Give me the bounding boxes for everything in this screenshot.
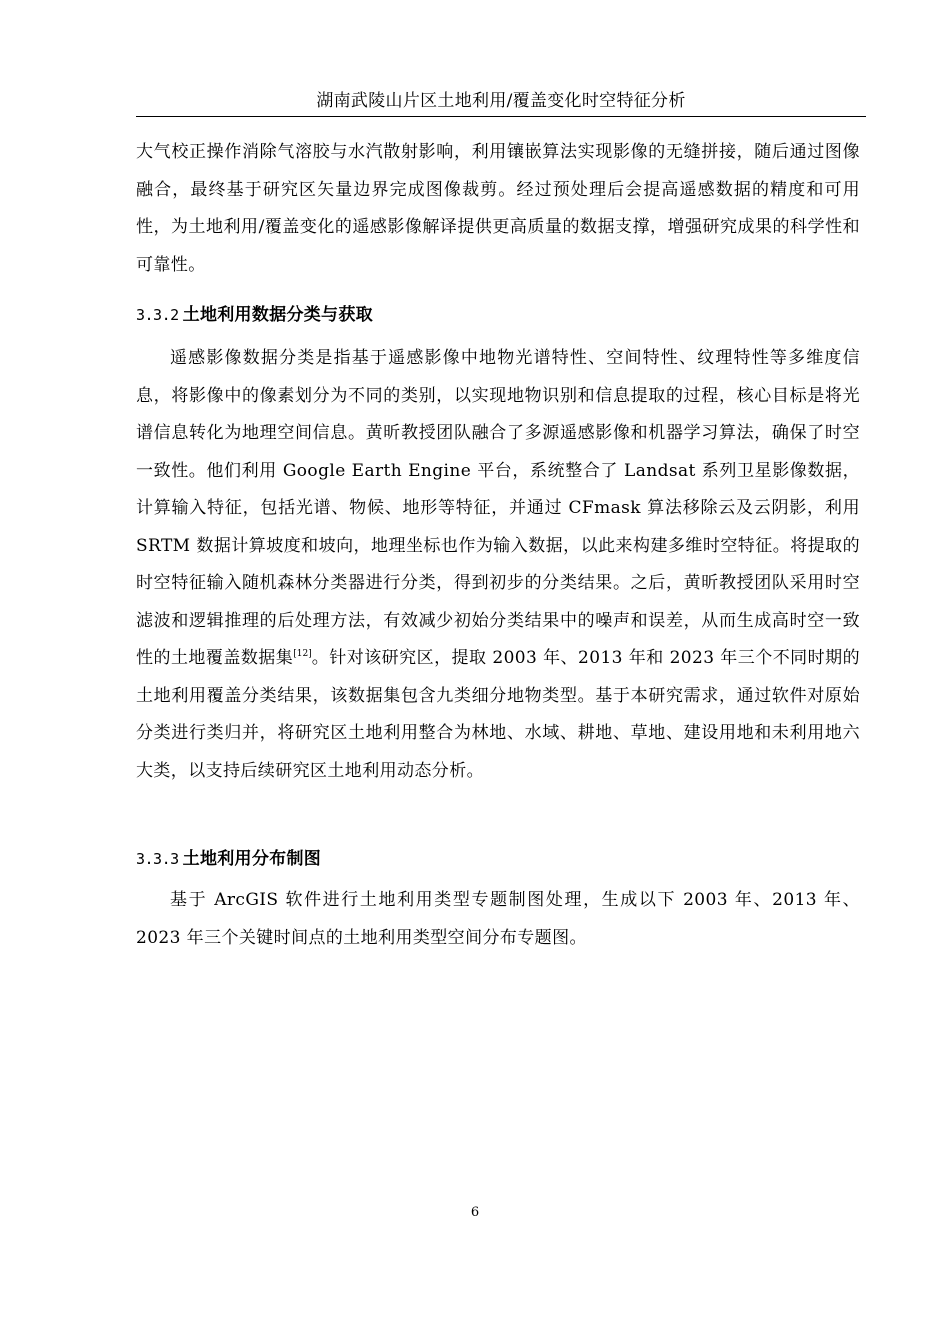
body-paragraph-3: 基于 ArcGIS 软件进行土地利用类型专题制图处理，生成以下 2003 年、2013 年、2023 年三个关键时间点的土地利用类型空间分布专题图。 (136, 890, 860, 948)
section-heading-3-3-2 (136, 302, 860, 328)
paragraph-text: 。针对该研究区，提取 2003 年、2013 年和 2023 年三个不同时期的土地利用覆盖分类结果，该数据集包含九类细分地物类型。基于本研究需求，通过软件对原始分类进行类归并，将研究区土地利用整合为林地、水域、耕地、草地、建设用地和未利用地六大类，以支持后续研究区土地利用动态分析。 (136, 648, 860, 781)
section-title: 土地利用分布制图 (182, 849, 322, 869)
body-paragraph-1: 大气校正操作消除气溶胶与水汽散射影响，利用镶嵌算法实现影像的无缝拼接，随后通过图像融合，最终基于研究区矢量边界完成图像裁剪。经过预处理后会提高遥感数据的精度和可用性，为土地利用/覆盖变化的遥感影像解译提供更高质量的数据支撑，增强研究成果的科学性和可靠性。 (136, 142, 860, 275)
paragraph-text: 遥感影像数据分类是指基于遥感影像中地物光谱特性、空间特性、纹理特性等多维度信息，将影像中的像素划分为不同的类别，以实现地物识别和信息提取的过程，核心目标是将光谱信息转化为地理空间信息。黄昕教授团队融合了多源遥感影像和机器学习算法，确保了时空一致性。他们利用 Google Earth Engine 平台，系统整合了 Landsat 系列卫星影像数据，计算输入特征，包括光谱、物候、地形等特征，并通过 CFmask 算法移除云及云阴影，利用 SRTM 数据计算坡度和坡向，地理坐标也作为输入数据，以此来构建多维时空特征。将提取的时空特征输入随机森林分类器进行分类，得到初步的分类结果。之后，黄昕教授团队采用时空滤波和逻辑推理的后处理方法，有效减少初始分类结果中的噪声和误差，从而生成高时空一致性的土地覆盖数据集 (136, 348, 860, 668)
section-number: 3.3.3 (136, 850, 179, 868)
body-paragraph-2 (136, 340, 860, 790)
citation-reference[interactable]: [12] (293, 649, 312, 659)
running-header: 湖南武陵山片区土地利用/覆盖变化时空特征分析 (316, 91, 686, 111)
section-number: 3.3.2 (136, 306, 179, 324)
section-heading-3-3-3 (136, 846, 860, 872)
page-number: 6 (470, 1205, 480, 1220)
section-title: 土地利用数据分类与获取 (182, 305, 373, 325)
header-rule (136, 116, 866, 117)
